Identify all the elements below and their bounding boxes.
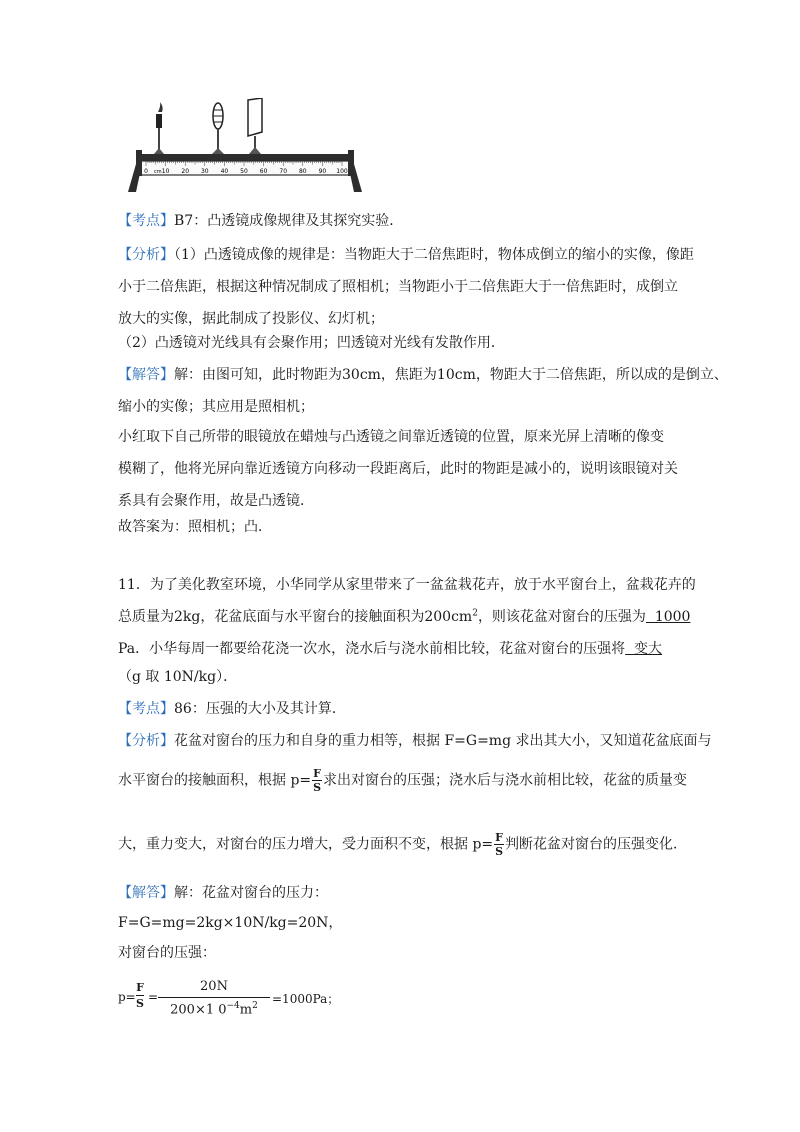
jieda-text: 解：由图可知，此时物距为30cm，焦距为10cm，物距大于二倍焦距，所以成的是倒立、: [174, 367, 728, 383]
ruler-unit-label: cm: [154, 169, 162, 175]
jieda-tag: 【解答】: [118, 885, 174, 901]
fenxi-tag: 【分析】: [118, 733, 174, 749]
kaodian-tag: 【考点】: [118, 213, 174, 229]
formula-fraction: [494, 832, 504, 857]
ruler-tick-label: 90: [318, 168, 327, 175]
light-screen-icon: [248, 98, 262, 154]
q11-line3: [118, 638, 662, 658]
q11-jieda-line1: [118, 882, 328, 902]
fraction-numerator: F: [495, 831, 503, 844]
convex-lens-icon: [212, 103, 224, 154]
prev-fenxi-line1: [118, 244, 694, 264]
fraction-numerator: F: [313, 767, 321, 780]
fraction-numerator: 20N: [158, 980, 270, 998]
kaodian-text: B7：凸透镜成像规律及其探究实验．: [174, 213, 404, 229]
equals-sign: =: [148, 990, 159, 1004]
formula-fraction: [312, 768, 322, 793]
q11-line4: （g 取 10N/kg）．: [118, 669, 238, 685]
f-over-s-fraction: [136, 982, 144, 1009]
q11-line2: [118, 606, 690, 626]
q11-line3-a: Pa．小华每周一都要给花浇一次水，浇水后与浇水前相比较，花盆对窗台的压强将: [118, 641, 626, 657]
p-prefix: p=: [118, 990, 136, 1004]
fraction-denominator: [158, 998, 270, 1016]
kaodian-tag: 【考点】: [118, 701, 174, 717]
prev-jieda-line1: [118, 364, 728, 384]
optical-bench-figure: [124, 98, 366, 193]
pressure-result: =1000Pa；: [272, 992, 340, 1006]
candle-icon: [154, 102, 164, 154]
fenxi-line3-a: 大，重力变大，对窗台的压力增大，受力面积不变，根据 p=: [118, 836, 494, 853]
q11-line2-a: 总质量为2kg，花盆底面与水平窗台的接触面积为200cm: [118, 609, 473, 625]
fraction-denominator: S: [136, 997, 144, 1010]
fenxi-text: （1）凸透镜成像的规律是：当物距大于二倍焦距时，物体成倒立的缩小的实像，像距: [174, 247, 694, 263]
ruler-tick-label: 80: [298, 168, 307, 175]
q11-jieda-line2: F=G=mg=2kg×10N/kg=20N，: [118, 915, 343, 931]
fenxi-tag: 【分析】: [118, 247, 174, 263]
prev-jieda-line4: 模糊了，他将光屏向靠近透镜方向移动一段距离后，此时的物距是减小的，说明该眼镜对关: [118, 461, 678, 477]
prev-answer: 故答案为：照相机；凸．: [118, 519, 272, 535]
q11-jieda-line3: 对窗台的压强：: [118, 945, 216, 961]
q11-line2-b: ，则该花盆对窗台的压强为: [477, 609, 646, 625]
jieda-text: 解：花盆对窗台的压力：: [174, 885, 328, 901]
q11-line2-sup: 2: [472, 608, 478, 619]
fraction-numerator: F: [136, 981, 144, 994]
q11-fenxi-line2: [118, 768, 687, 793]
ruler-tick-label: 100: [336, 168, 348, 175]
den-unit: m: [239, 1002, 253, 1018]
prev-fenxi-line3: 放大的实像，据此制成了投影仪、幻灯机；: [118, 311, 384, 327]
ruler-tick-label: 0: [144, 168, 148, 175]
den-unit-exponent: 2: [252, 1001, 258, 1011]
answer-blank-1: 1000: [645, 609, 691, 625]
prev-jieda-line2: 缩小的实像；其应用是照相机；: [118, 399, 314, 415]
prev-fenxi-line2: 小于二倍焦距，根据这种情况制成了照相机；当物距小于二倍焦距大于一倍焦距时，成倒立: [118, 279, 678, 295]
q11-line1: 11．为了美化教室环境，小华同学从家里带来了一盆盆栽花卉，放于水平窗台上，盆栽花卉的: [118, 577, 696, 593]
prev-fenxi-line4: （2）凸透镜对光线具有会聚作用；凹透镜对光线有发散作用．: [118, 335, 505, 351]
answer-blank-2: 变大: [625, 641, 663, 657]
ruler-tick-label: 70: [279, 168, 288, 175]
den-exponent: −4: [226, 1001, 240, 1011]
fenxi-line2-b: 求出对窗台的压强；浇水后与浇水前相比较，花盆的质量变: [322, 772, 687, 789]
prev-jieda-line3: 小红取下自己所带的眼镜放在蜡烛与凸透镜之间靠近透镜的位置，原来光屏上清晰的像变: [118, 429, 664, 445]
fenxi-line2-a: 水平窗台的接触面积，根据 p=: [118, 772, 312, 789]
ruler-tick-label: 40: [220, 168, 229, 175]
den-base: 200×1 0: [170, 1002, 227, 1018]
fenxi-line3-b: 判断花盆对窗台的压强变化．: [504, 836, 687, 853]
q11-fenxi-line1: [118, 730, 712, 750]
fraction-denominator: S: [495, 845, 504, 858]
ruler-tick-label: 30: [200, 168, 209, 175]
q11-fenxi-line3: [118, 832, 687, 857]
numeric-fraction: [158, 980, 270, 1016]
pressure-formula: [118, 980, 418, 1030]
prev-kaodian: [118, 210, 403, 230]
q11-kaodian: [118, 698, 346, 718]
ruler-tick-label: 60: [259, 168, 268, 175]
jieda-tag: 【解答】: [118, 367, 174, 383]
ruler-tick-label: 20: [181, 168, 190, 175]
fenxi-text: 花盆对窗台的压力和自身的重力相等，根据 F=G=mg 求出其大小，又知道花盆底面与: [174, 733, 712, 749]
kaodian-text: 86：压强的大小及其计算．: [174, 701, 346, 717]
ruler-tick-label: 50: [240, 168, 248, 175]
prev-jieda-line5: 系具有会聚作用，故是凸透镜．: [118, 493, 314, 509]
ruler-tick-label: 10: [161, 168, 170, 175]
fraction-denominator: S: [313, 781, 322, 794]
